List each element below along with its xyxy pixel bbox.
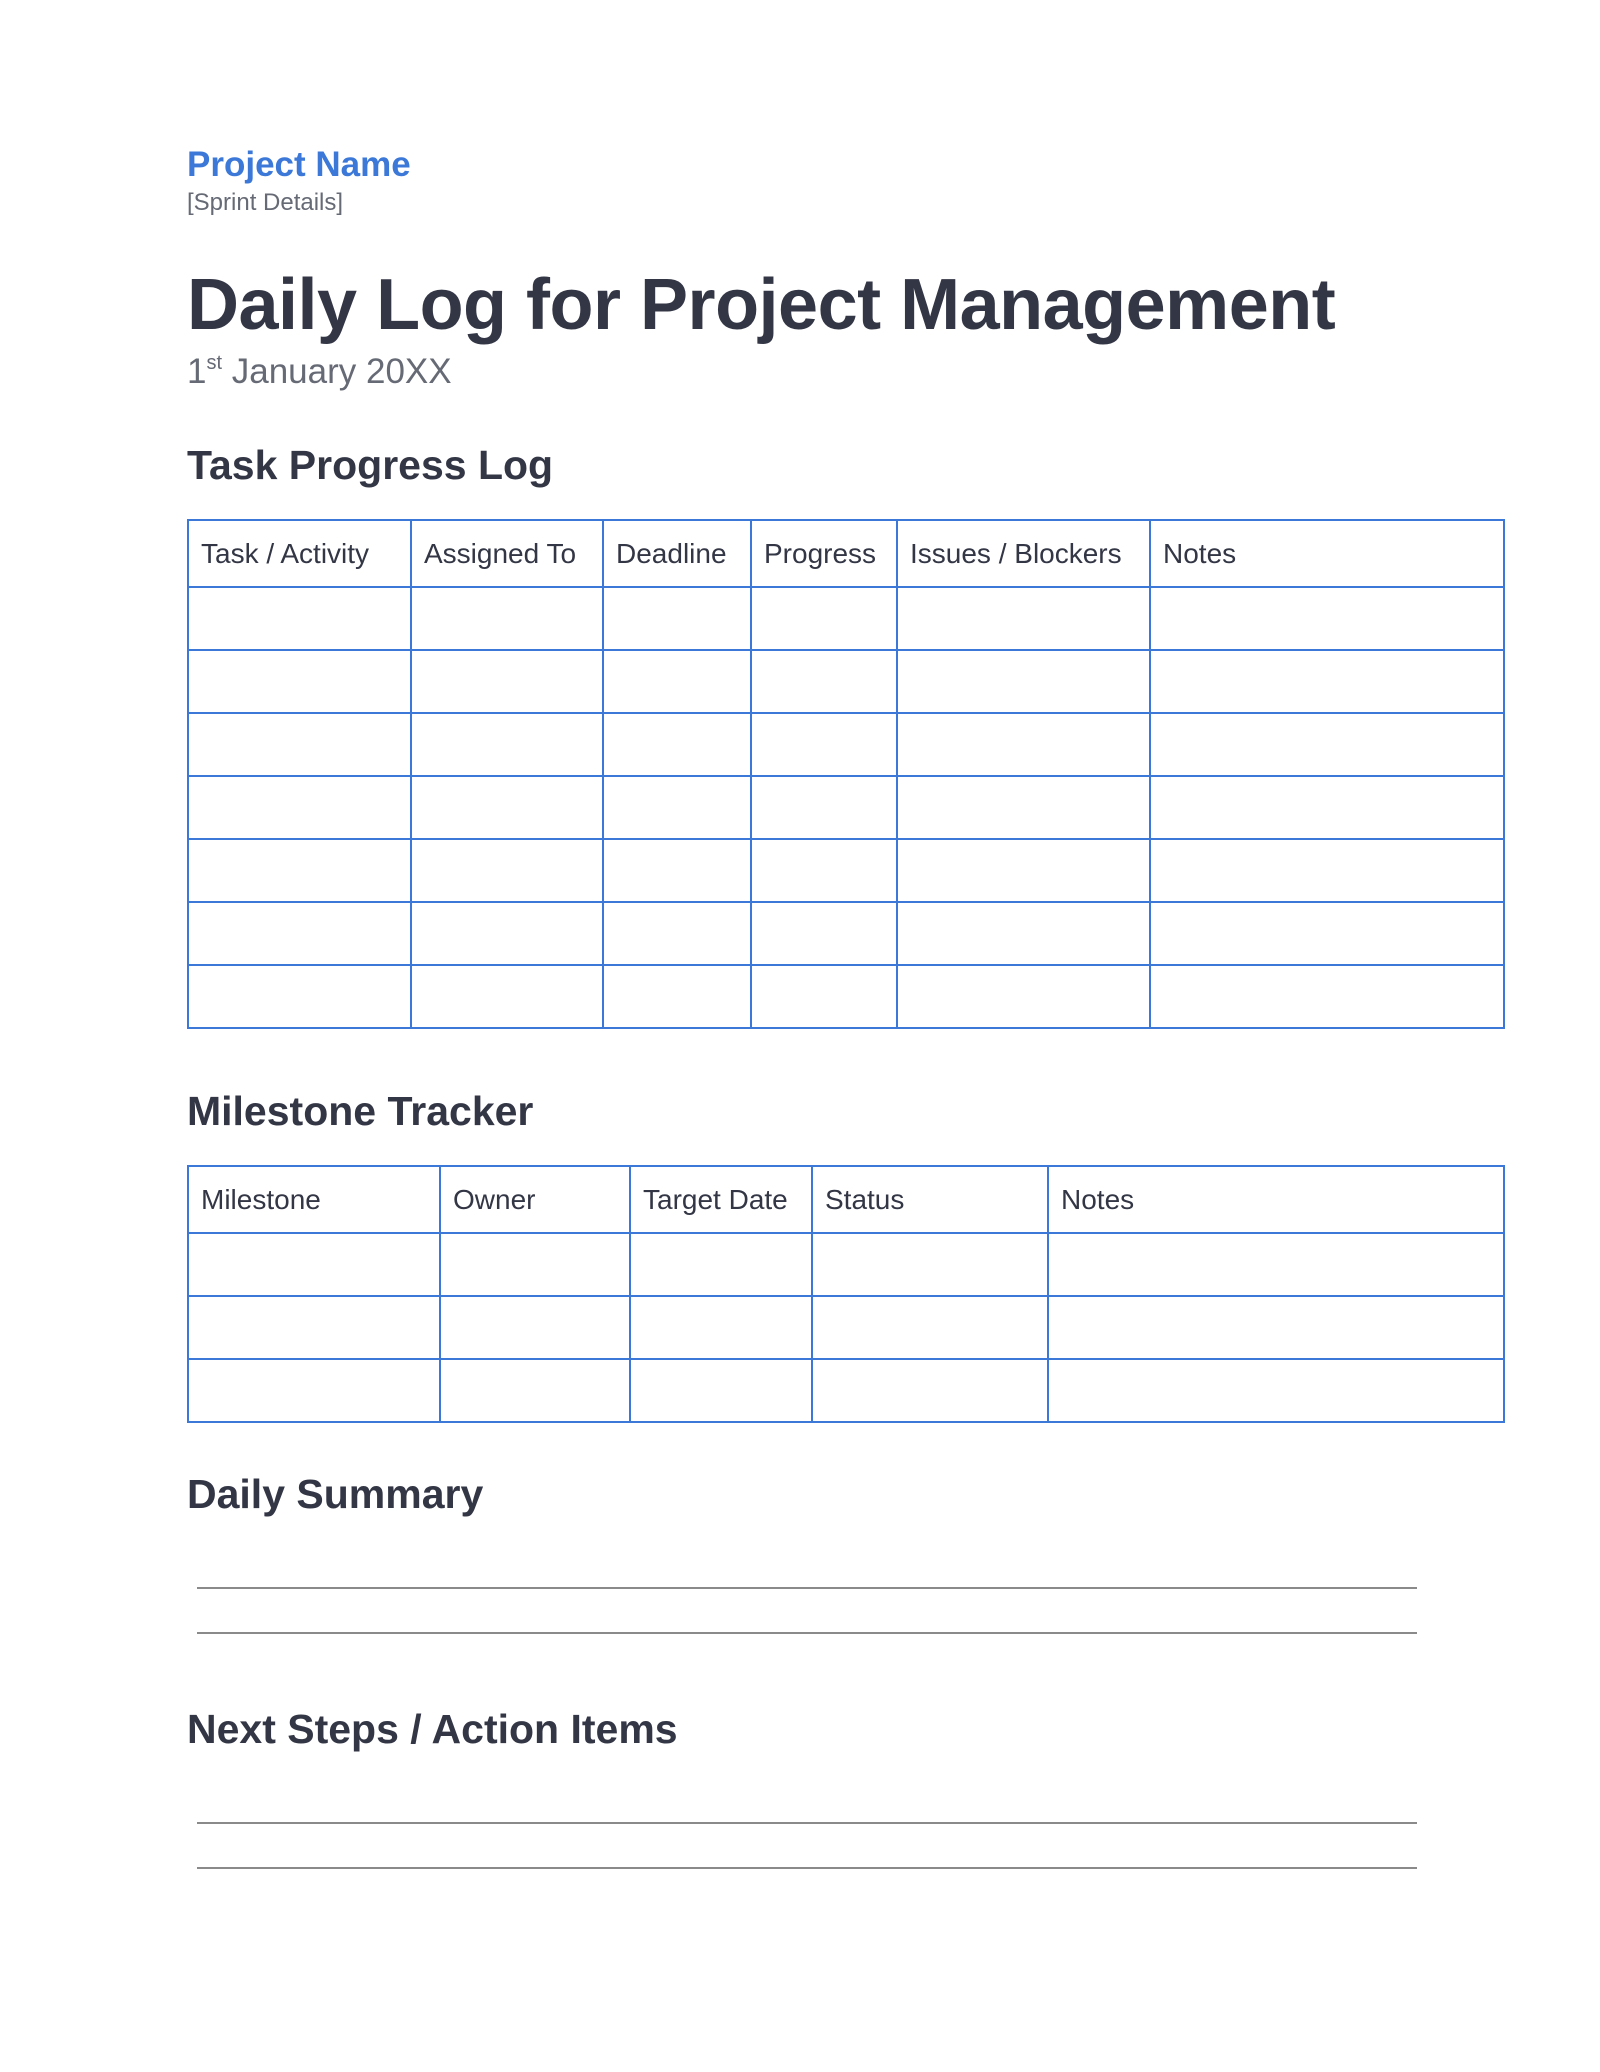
task-progress-table [187,519,1505,1029]
column-header-status: Status [812,1166,1048,1233]
table-cell[interactable] [1048,1296,1504,1359]
table-cell[interactable] [751,713,897,776]
table-cell[interactable] [188,587,411,650]
date-day: 1 [187,352,207,391]
milestone-tracker-table [187,1165,1505,1423]
table-cell[interactable] [1048,1359,1504,1422]
table-cell[interactable] [440,1233,630,1296]
table-cell[interactable] [630,1359,812,1422]
next-steps-writing-line[interactable] [197,1822,1417,1824]
date-month-year: January 20XX [222,352,452,391]
table-cell[interactable] [812,1359,1048,1422]
table-cell[interactable] [411,965,603,1028]
table-cell[interactable] [751,902,897,965]
table-cell[interactable] [188,1233,440,1296]
log-date [187,350,452,394]
table-cell[interactable] [751,839,897,902]
table-row [188,1233,1504,1296]
table-cell[interactable] [188,713,411,776]
table-cell[interactable] [897,650,1150,713]
daily-summary-heading: Daily Summary [187,1471,484,1517]
table-cell[interactable] [411,650,603,713]
next-steps-writing-line[interactable] [197,1867,1417,1869]
table-cell[interactable] [751,965,897,1028]
table-cell[interactable] [603,587,751,650]
table-cell[interactable] [630,1233,812,1296]
table-cell[interactable] [751,587,897,650]
table-cell[interactable] [603,839,751,902]
date-suffix: st [206,352,223,374]
page-title: Daily Log for Project Management [187,265,1336,345]
table-cell[interactable] [897,713,1150,776]
milestone-table-body [188,1233,1504,1422]
column-header-milestone: Milestone [188,1166,440,1233]
column-header-task-activity: Task / Activity [188,520,411,587]
table-cell[interactable] [1150,965,1504,1028]
table-cell[interactable] [897,587,1150,650]
table-cell[interactable] [440,1359,630,1422]
table-cell[interactable] [630,1296,812,1359]
table-cell[interactable] [188,1359,440,1422]
table-cell[interactable] [897,965,1150,1028]
table-row [188,713,1504,776]
table-cell[interactable] [603,713,751,776]
table-cell[interactable] [812,1296,1048,1359]
table-cell[interactable] [411,776,603,839]
task-progress-heading: Task Progress Log [187,442,554,488]
project-name: Project Name [187,145,411,184]
table-row [188,839,1504,902]
table-cell[interactable] [1150,713,1504,776]
table-cell[interactable] [897,839,1150,902]
table-row [188,1359,1504,1422]
table-cell[interactable] [1048,1233,1504,1296]
table-cell[interactable] [188,965,411,1028]
table-cell[interactable] [411,839,603,902]
table-cell[interactable] [751,776,897,839]
table-row [188,776,1504,839]
table-cell[interactable] [188,1296,440,1359]
table-cell[interactable] [1150,902,1504,965]
table-header-row [188,520,1504,587]
milestone-tracker-heading: Milestone Tracker [187,1088,534,1134]
table-cell[interactable] [603,902,751,965]
table-cell[interactable] [751,650,897,713]
table-cell[interactable] [188,776,411,839]
table-cell[interactable] [1150,650,1504,713]
table-row [188,902,1504,965]
table-cell[interactable] [188,902,411,965]
table-cell[interactable] [188,839,411,902]
table-cell[interactable] [188,650,411,713]
table-cell[interactable] [603,965,751,1028]
table-cell[interactable] [411,902,603,965]
table-cell[interactable] [897,776,1150,839]
table-cell[interactable] [1150,587,1504,650]
table-cell[interactable] [897,902,1150,965]
column-header-progress: Progress [751,520,897,587]
sprint-details: [Sprint Details] [187,189,344,216]
column-header-notes: Notes [1048,1166,1504,1233]
table-row [188,650,1504,713]
table-header-row [188,1166,1504,1233]
column-header-owner: Owner [440,1166,630,1233]
table-cell[interactable] [440,1296,630,1359]
table-cell[interactable] [603,776,751,839]
column-header-deadline: Deadline [603,520,751,587]
table-row [188,965,1504,1028]
summary-writing-line[interactable] [197,1632,1417,1634]
column-header-assigned-to: Assigned To [411,520,603,587]
table-row [188,1296,1504,1359]
column-header-notes: Notes [1150,520,1504,587]
table-cell[interactable] [1150,839,1504,902]
summary-writing-line[interactable] [197,1587,1417,1589]
task-table-body [188,587,1504,1028]
table-row [188,587,1504,650]
table-cell[interactable] [411,713,603,776]
table-cell[interactable] [411,587,603,650]
table-cell[interactable] [603,650,751,713]
column-header-issues-blockers: Issues / Blockers [897,520,1150,587]
column-header-target-date: Target Date [630,1166,812,1233]
table-cell[interactable] [812,1233,1048,1296]
next-steps-heading: Next Steps / Action Items [187,1706,678,1752]
table-cell[interactable] [1150,776,1504,839]
